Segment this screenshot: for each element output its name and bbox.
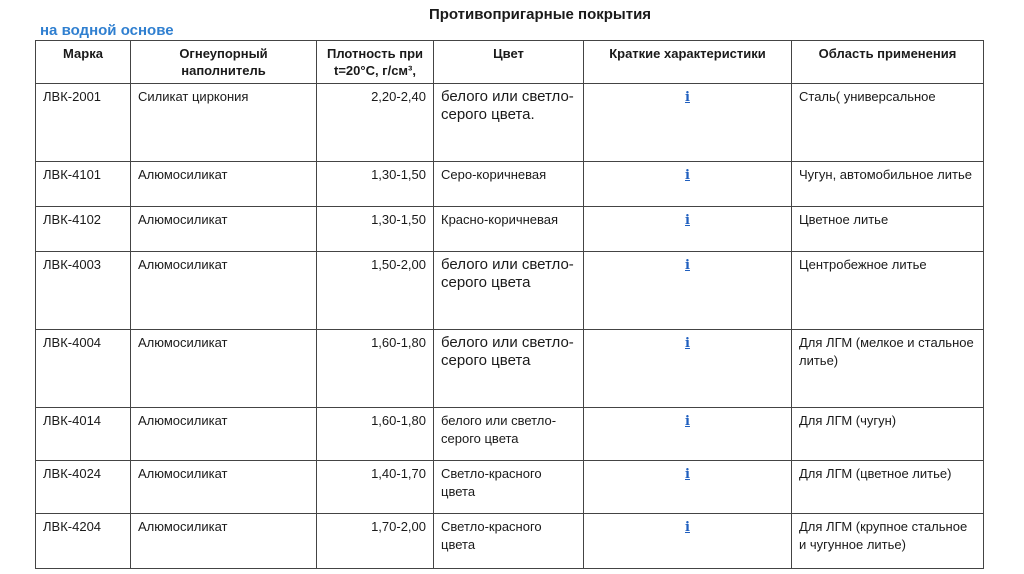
- cell-mark: ЛВК-2001: [36, 84, 131, 162]
- info-link[interactable]: i: [685, 168, 690, 183]
- cell-mark: ЛВК-4003: [36, 252, 131, 330]
- cell-mark: ЛВК-4004: [36, 330, 131, 408]
- table-header-row: [36, 41, 984, 84]
- page-subtitle: на водной основе: [40, 22, 174, 39]
- cell-mark: ЛВК-4014: [36, 408, 131, 461]
- cell-color: белого или светло-серого цвета: [434, 252, 584, 330]
- table-row: [36, 408, 984, 461]
- cell-mark: ЛВК-4102: [36, 207, 131, 252]
- cell-application: Для ЛГМ (чугун): [792, 408, 984, 461]
- info-link[interactable]: i: [685, 336, 690, 351]
- cell-characteristics: [584, 252, 792, 330]
- cell-application: Для ЛГМ (мелкое и стальное литье): [792, 330, 984, 408]
- cell-color: Светло-красного цвета: [434, 461, 584, 514]
- cell-application: Центробежное литье: [792, 252, 984, 330]
- cell-density: 1,40-1,70: [317, 461, 434, 514]
- cell-color: Серо-коричневая: [434, 162, 584, 207]
- cell-application: Цветное литье: [792, 207, 984, 252]
- cell-density: 1,60-1,80: [317, 330, 434, 408]
- table-row: [36, 514, 984, 569]
- header-filler: Огнеупорный наполнитель: [131, 41, 317, 84]
- cell-application: Чугун, автомобильное литье: [792, 162, 984, 207]
- cell-density: 1,60-1,80: [317, 408, 434, 461]
- cell-application: Сталь( универсальное: [792, 84, 984, 162]
- info-link[interactable]: i: [685, 414, 690, 429]
- coatings-table: [35, 40, 984, 569]
- header-mark: Марка: [36, 41, 131, 84]
- cell-mark: ЛВК-4024: [36, 461, 131, 514]
- info-link[interactable]: i: [685, 258, 690, 273]
- info-link[interactable]: i: [685, 90, 690, 105]
- cell-application: Для ЛГМ (крупное стальное и чугунное литье): [792, 514, 984, 569]
- table-row: [36, 330, 984, 408]
- cell-color: белого или светло-серого цвета.: [434, 84, 584, 162]
- cell-characteristics: [584, 461, 792, 514]
- cell-color: белого или светло-серого цвета: [434, 330, 584, 408]
- cell-mark: ЛВК-4101: [36, 162, 131, 207]
- cell-filler: Алюмосиликат: [131, 330, 317, 408]
- cell-filler: Алюмосиликат: [131, 252, 317, 330]
- table-row: [36, 162, 984, 207]
- table-row: [36, 252, 984, 330]
- info-link[interactable]: i: [685, 213, 690, 228]
- cell-filler: Алюмосиликат: [131, 207, 317, 252]
- cell-characteristics: [584, 84, 792, 162]
- cell-characteristics: [584, 207, 792, 252]
- header-color: Цвет: [434, 41, 584, 84]
- cell-mark: ЛВК-4204: [36, 514, 131, 569]
- cell-filler: Алюмосиликат: [131, 514, 317, 569]
- table-row: [36, 84, 984, 162]
- table-row: [36, 207, 984, 252]
- cell-filler: Алюмосиликат: [131, 408, 317, 461]
- cell-density: 1,30-1,50: [317, 162, 434, 207]
- cell-color: Светло-красного цвета: [434, 514, 584, 569]
- table-row: [36, 461, 984, 514]
- cell-characteristics: [584, 330, 792, 408]
- header-application: Область применения: [792, 41, 984, 84]
- cell-filler: Силикат циркония: [131, 84, 317, 162]
- info-link[interactable]: i: [685, 520, 690, 535]
- cell-characteristics: [584, 162, 792, 207]
- cell-density: 2,20-2,40: [317, 84, 434, 162]
- cell-density: 1,50-2,00: [317, 252, 434, 330]
- cell-color: белого или светло-серого цвета: [434, 408, 584, 461]
- cell-density: 1,70-2,00: [317, 514, 434, 569]
- cell-characteristics: [584, 514, 792, 569]
- cell-characteristics: [584, 408, 792, 461]
- cell-color: Красно-коричневая: [434, 207, 584, 252]
- cell-filler: Алюмосиликат: [131, 162, 317, 207]
- cell-filler: Алюмосиликат: [131, 461, 317, 514]
- cell-density: 1,30-1,50: [317, 207, 434, 252]
- cell-application: Для ЛГМ (цветное литье): [792, 461, 984, 514]
- header-characteristics: Краткие характеристики: [584, 41, 792, 84]
- header-density: Плотность при t=20°C, г/см³,: [317, 41, 434, 84]
- info-link[interactable]: i: [685, 467, 690, 482]
- page-title: Противопригарные покрытия: [428, 6, 652, 23]
